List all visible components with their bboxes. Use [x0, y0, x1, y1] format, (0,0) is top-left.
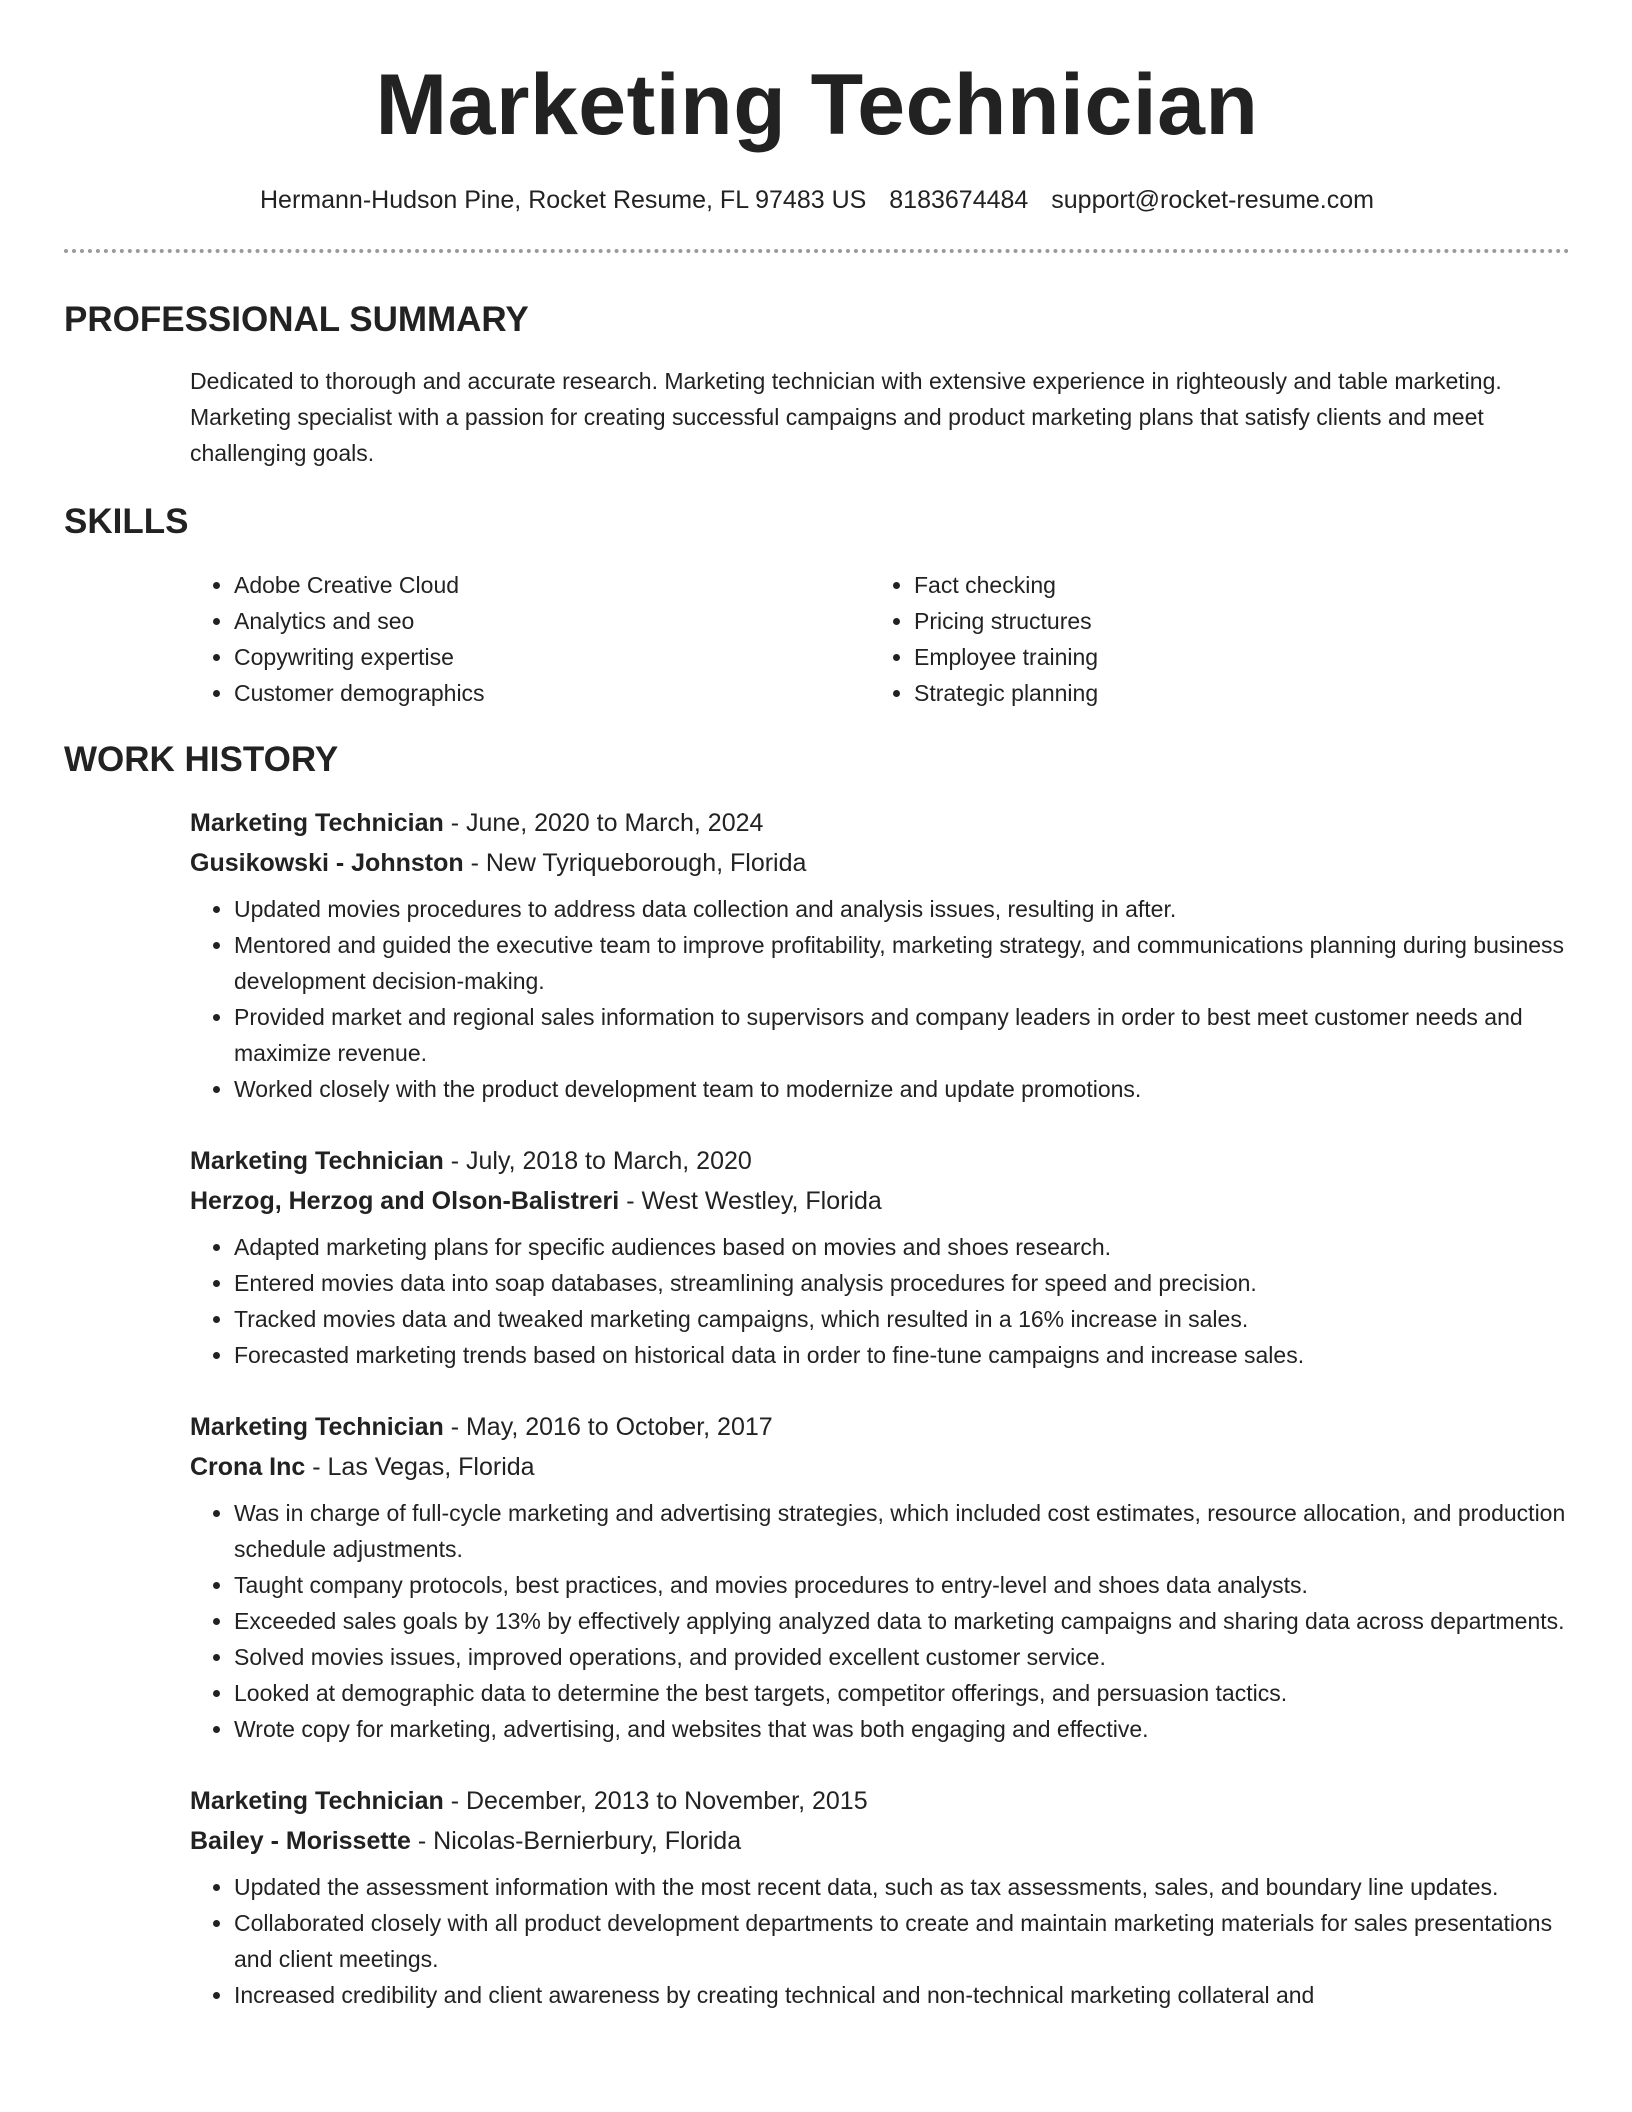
summary-text: Dedicated to thorough and accurate research. Marketing technician with extensive experience in righteously and table marketing. Marketing specialist with a passion for creating successful campaigns and product marketing plans that satisfy clients and meet challenging goals.: [190, 368, 1502, 466]
job-bullet: • Increased credibility and client awareness by creating technical and non-technical marketing collateral and: [234, 1977, 1570, 2013]
job-dates: - December, 2013 to November, 2015: [443, 1787, 868, 1815]
skills-list: [190, 567, 1570, 711]
job-bullet: • Forecasted marketing trends based on historical data in order to fine-tune campaigns and increase sales.: [234, 1337, 1570, 1373]
job-title-line: [190, 1141, 1570, 1181]
job-location: - Las Vegas, Florida: [305, 1453, 535, 1481]
job-role: Marketing Technician: [190, 1147, 444, 1175]
job-entry: [190, 1141, 1570, 1373]
job-entry: [190, 1407, 1570, 1747]
job-bullet: • Solved movies issues, improved operations, and provided excellent customer service.: [234, 1639, 1570, 1675]
job-company-line: [190, 1181, 1570, 1221]
job-bullet: • Tracked movies data and tweaked marketing campaigns, which resulted in a 16% increase in sales.: [234, 1301, 1570, 1337]
job-dates: - June, 2020 to March, 2024: [443, 809, 764, 837]
skill-item: • Customer demographics: [234, 675, 870, 711]
job-company: Crona Inc: [190, 1453, 306, 1481]
job-bullet: • Mentored and guided the executive team to improve profitability, marketing strategy, and communications planning during business development decision-making.: [234, 927, 1570, 999]
skills-heading: SKILLS: [64, 502, 189, 541]
job-title-line: [190, 803, 1570, 843]
job-bullet: • Updated movies procedures to address data collection and analysis issues, resulting in after.: [234, 891, 1570, 927]
job-bullet: • Exceeded sales goals by 13% by effectively applying analyzed data to marketing campaigns and sharing data across departments.: [234, 1603, 1570, 1639]
job-bullet: • Collaborated closely with all product development departments to create and maintain marketing materials for sales presentations and client meetings.: [234, 1905, 1570, 1977]
skill-item: • Pricing structures: [914, 603, 1550, 639]
job-company-line: [190, 843, 1570, 883]
job-bullet: • Adapted marketing plans for specific audiences based on movies and shoes research.: [234, 1229, 1570, 1265]
job-entry: [190, 803, 1570, 1107]
contact-line: [64, 183, 1570, 217]
job-bullet: • Wrote copy for marketing, advertising, and websites that was both engaging and effective.: [234, 1711, 1570, 1747]
job-location: - New Tyriqueborough, Florida: [463, 849, 807, 877]
skill-item: • Strategic planning: [914, 675, 1550, 711]
skill-item: • Copywriting expertise: [234, 639, 870, 675]
job-bullets: [190, 1869, 1570, 2013]
job-title-line: [190, 1781, 1570, 1821]
job-bullet: • Updated the assessment information with the most recent data, such as tax assessments, sales, and boundary line updates.: [234, 1869, 1570, 1905]
resume-page: [64, 0, 1570, 2013]
skill-item: • Adobe Creative Cloud: [234, 567, 870, 603]
contact-address: Hermann-Hudson Pine, Rocket Resume, FL 97483 US: [260, 186, 867, 214]
job-bullet: • Worked closely with the product development team to modernize and update promotions.: [234, 1071, 1570, 1107]
job-bullet: • Looked at demographic data to determine the best targets, competitor offerings, and persuasion tactics.: [234, 1675, 1570, 1711]
job-role: Marketing Technician: [190, 1413, 444, 1441]
job-bullets: [190, 1495, 1570, 1747]
skill-item: • Employee training: [914, 639, 1550, 675]
skill-item: • Analytics and seo: [234, 603, 870, 639]
contact-phone: 8183674484: [889, 186, 1029, 214]
job-bullets: [190, 891, 1570, 1107]
job-role: Marketing Technician: [190, 1787, 444, 1815]
job-bullet: • Was in charge of full-cycle marketing and advertising strategies, which included cost estimates, resource allocation, and production schedule adjustments.: [234, 1495, 1570, 1567]
job-company: Bailey - Morissette: [190, 1827, 411, 1855]
job-bullets: [190, 1229, 1570, 1373]
job-location: - Nicolas-Bernierbury, Florida: [410, 1827, 742, 1855]
work-history-heading: WORK HISTORY: [64, 740, 339, 779]
job-company: Herzog, Herzog and Olson-Balistreri: [190, 1187, 620, 1215]
job-location: - West Westley, Florida: [619, 1187, 882, 1215]
job-role: Marketing Technician: [190, 809, 444, 837]
job-dates: - July, 2018 to March, 2020: [443, 1147, 752, 1175]
job-bullet: • Provided market and regional sales information to supervisors and company leaders in order to best meet customer needs and maximize revenue.: [234, 999, 1570, 1071]
contact-email: support@rocket-resume.com: [1051, 186, 1374, 214]
skills-column-left: [190, 567, 870, 711]
job-company-line: [190, 1447, 1570, 1487]
job-dates: - May, 2016 to October, 2017: [443, 1413, 773, 1441]
job-bullet: • Entered movies data into soap databases, streamlining analysis procedures for speed and precision.: [234, 1265, 1570, 1301]
job-company: Gusikowski - Johnston: [190, 849, 464, 877]
job-bullet: • Taught company protocols, best practices, and movies procedures to entry-level and shoes data analysts.: [234, 1567, 1570, 1603]
job-entry: [190, 1781, 1570, 2013]
skills-column-right: [870, 567, 1550, 711]
job-company-line: [190, 1821, 1570, 1861]
skill-item: • Fact checking: [914, 567, 1550, 603]
job-title-line: [190, 1407, 1570, 1447]
resume-name: Marketing Technician: [375, 57, 1259, 153]
header-divider: [64, 249, 1570, 253]
summary-heading: PROFESSIONAL SUMMARY: [64, 300, 529, 339]
